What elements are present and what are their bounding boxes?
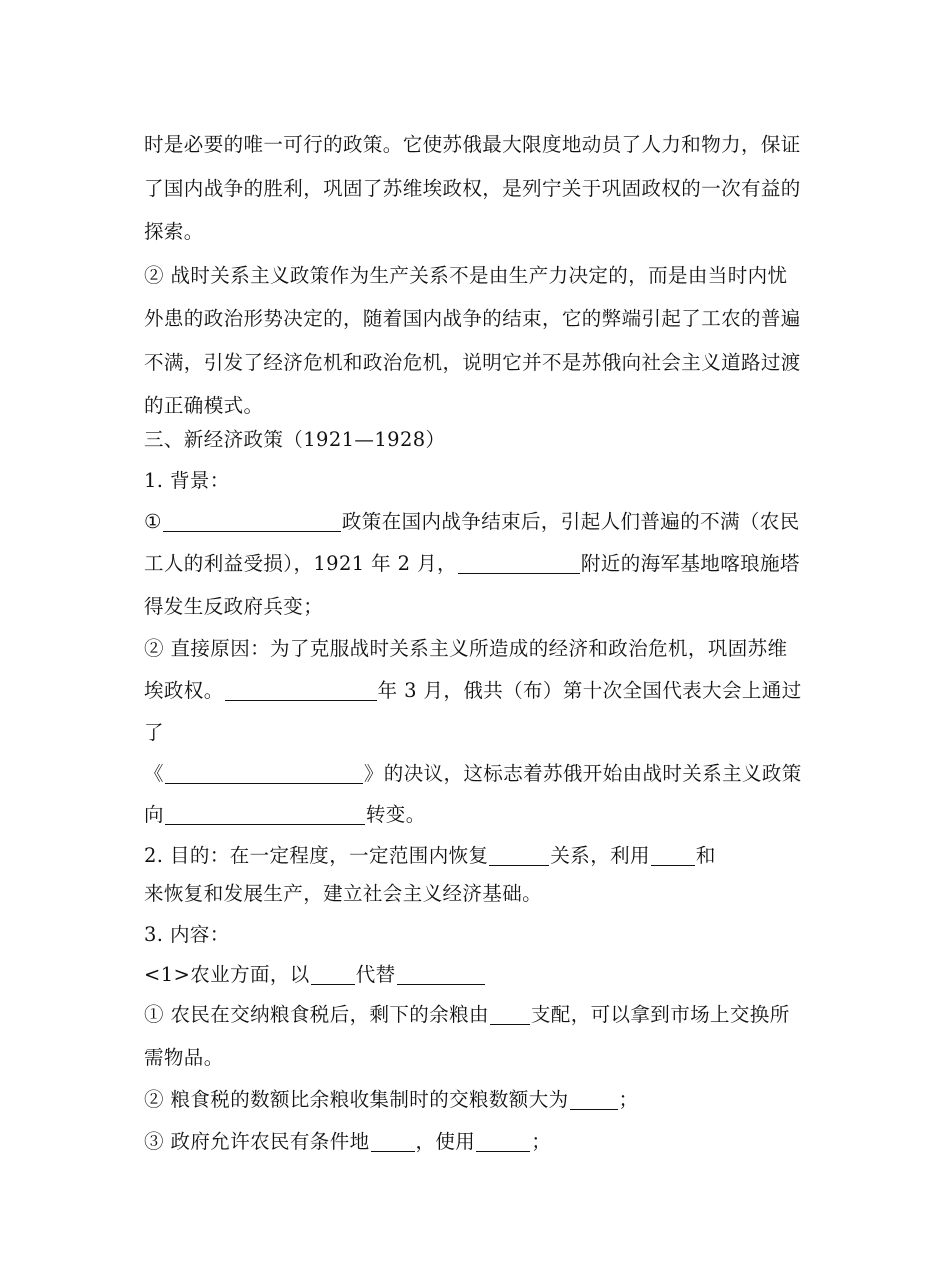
paragraph-line xyxy=(144,759,802,789)
paragraph-line: ② 直接原因：为了克服战时关系主义所造成的经济和政治危机，巩固苏维 xyxy=(144,637,788,660)
paragraph-line: 外患的政治形势决定的，随着国内战争的结束，它的弊端引起了工农的普遍 xyxy=(144,307,801,330)
paragraph-line xyxy=(144,549,800,579)
line-text: 工人的利益受损），1921 年 2 月， xyxy=(144,552,457,575)
answer-blank[interactable] xyxy=(225,680,377,701)
answer-blank[interactable] xyxy=(163,511,341,532)
paragraph-line: 探索。 xyxy=(144,220,204,243)
line-text: ； xyxy=(618,1088,639,1111)
line-text: ① xyxy=(144,510,162,533)
paragraph-line xyxy=(144,1085,638,1115)
paragraph-line: 需物品。 xyxy=(144,1046,224,1069)
paragraph-line: 不满，引发了经济危机和政治危机，说明它并不是苏俄向社会主义道路过渡 xyxy=(144,351,801,374)
line-text: ② 粮食税的数额比余粮收集制时的交粮数额大为 xyxy=(144,1088,569,1111)
paragraph-line xyxy=(144,960,486,990)
answer-blank[interactable] xyxy=(397,964,485,985)
answer-blank[interactable] xyxy=(165,804,365,825)
line-text: 2. 目的：在一定程度，一定范围内恢复 xyxy=(144,844,489,867)
line-text: 关系，利用 xyxy=(550,844,650,867)
paragraph-line xyxy=(144,800,426,830)
answer-blank[interactable] xyxy=(371,1131,415,1152)
line-text: ③ 政府允许农民有条件地 xyxy=(144,1130,370,1153)
line-text: 《 xyxy=(144,762,164,785)
line-text: 埃政权。 xyxy=(144,679,224,702)
paragraph-line xyxy=(144,1127,551,1157)
line-text: 转变。 xyxy=(365,803,426,826)
answer-blank[interactable] xyxy=(311,964,355,985)
line-text: 支配，可以拿到市场上交换所 xyxy=(530,1003,790,1026)
paragraph-line: 得发生反政府兵变； xyxy=(144,595,324,618)
answer-blank[interactable] xyxy=(165,763,363,784)
paragraph-line: 了国内战争的胜利，巩固了苏维埃政权，是列宁关于巩固政权的一次有益的 xyxy=(144,177,801,200)
line-text: 附近的海军基地喀琅施塔 xyxy=(580,552,800,575)
line-text: 和 xyxy=(695,844,716,867)
paragraph-line xyxy=(144,676,802,706)
answer-blank[interactable] xyxy=(570,1089,618,1110)
paragraph-line: ② 战时关系主义政策作为生产关系不是由生产力决定的，而是由当时内忧 xyxy=(144,264,788,287)
section-heading: 三、新经济政策（1921—1928） xyxy=(144,428,446,451)
line-text: ① 农民在交纳粮食税后，剩下的余粮由 xyxy=(144,1003,489,1026)
paragraph-line xyxy=(144,841,716,871)
answer-blank[interactable] xyxy=(476,1131,530,1152)
line-text: 》的决议，这标志着苏俄开始由战时关系主义政策 xyxy=(363,762,802,785)
line-text: ，使用 xyxy=(415,1130,476,1153)
paragraph-line: 来恢复和发展生产，建立社会主义经济基础。 xyxy=(144,882,543,905)
paragraph-line: 了 xyxy=(144,721,164,744)
answer-blank[interactable] xyxy=(651,845,695,866)
subheading-content: 3. 内容： xyxy=(144,923,230,946)
line-text: 政策在国内战争结束后，引起人们普遍的不满（农民 xyxy=(341,510,800,533)
line-text: ； xyxy=(531,1130,552,1153)
paragraph-line: 的正确模式。 xyxy=(144,394,264,417)
line-text: 代替 xyxy=(355,963,396,986)
line-text: <1>农业方面，以 xyxy=(144,963,310,986)
subheading-background: 1. 背景： xyxy=(144,469,230,492)
answer-blank[interactable] xyxy=(490,1004,530,1025)
answer-blank[interactable] xyxy=(458,553,580,574)
line-text: 向 xyxy=(144,803,164,826)
paragraph-line: 时是必要的唯一可行的政策。它使苏俄最大限度地动员了人力和物力，保证 xyxy=(144,133,801,156)
answer-blank[interactable] xyxy=(489,845,549,866)
paragraph-line xyxy=(144,507,800,537)
paragraph-line xyxy=(144,1000,790,1030)
line-text: 年 3 月，俄共（布）第十次全国代表大会上通过 xyxy=(377,679,802,702)
